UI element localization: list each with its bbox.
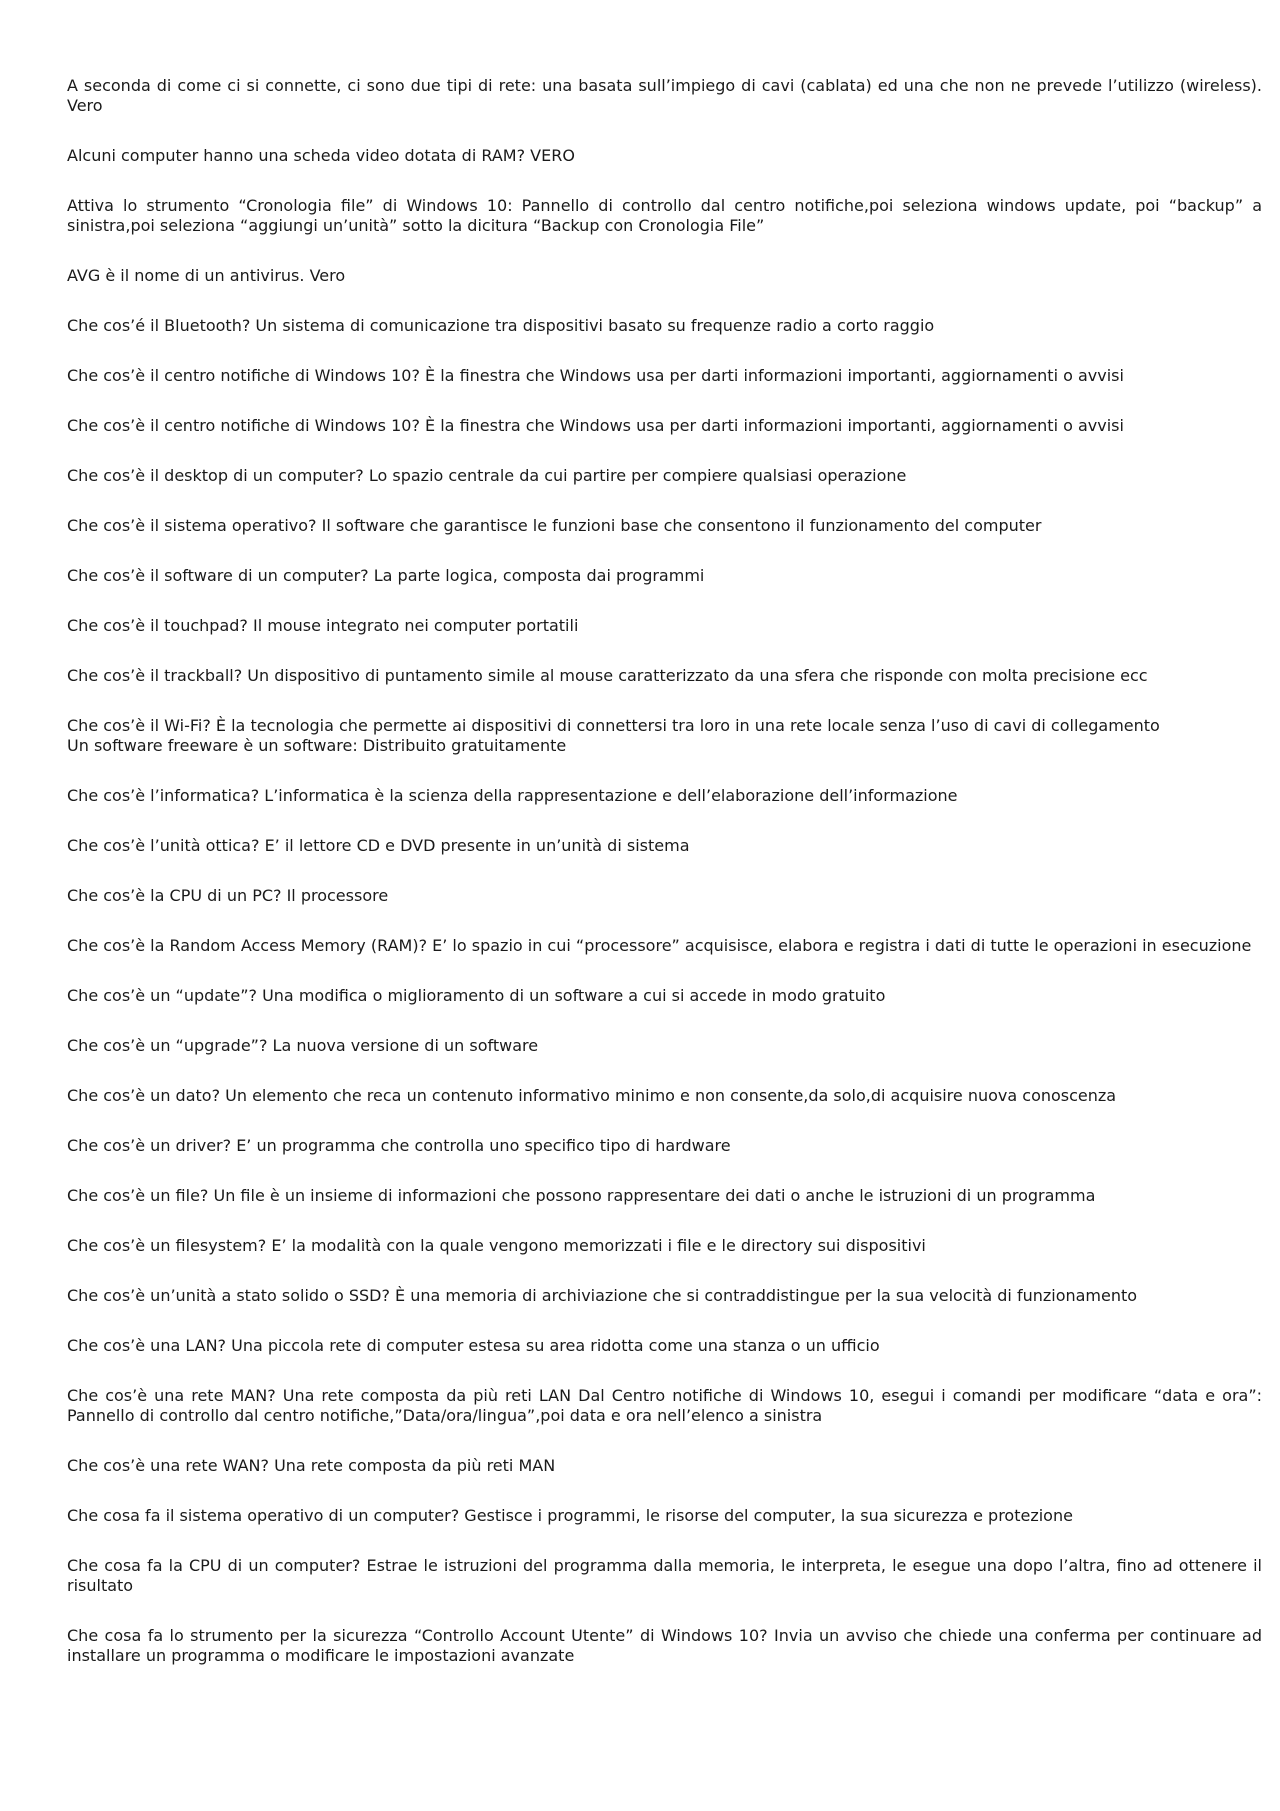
question-answer-entry [67,1036,1262,1056]
entry-text: Che cos’è una LAN? Una piccola rete di computer estesa su area ridotta come una stanza o un ufficio [67,1336,880,1355]
question-answer-entry [67,316,1262,336]
entry-text: Che cos’è il centro notifiche di Windows 10? È la finestra che Windows usa per darti informazioni importanti, aggiornamenti o avvisi [67,366,1124,385]
entry-text: Che cos’è un dato? Un elemento che reca un contenuto informativo minimo e non consente,da solo,di acquisire nuova conoscenza [67,1086,1117,1105]
question-answer-entry [67,1286,1262,1306]
entry-text: AVG è il nome di un antivirus. Vero [67,266,346,285]
question-answer-entry [67,616,1262,636]
entry-text: A seconda di come ci si connette, ci sono due tipi di rete: una basata sull’impiego di cavi (cablata) ed una che non ne prevede l’utilizzo (wireless). Vero [67,76,1262,115]
question-answer-entry [67,1336,1262,1356]
question-answer-entry [67,936,1262,956]
entry-text: Che cos’è il software di un computer? La parte logica, composta dai programmi [67,566,705,585]
question-answer-entry [67,1456,1262,1476]
question-answer-entry [67,1086,1262,1106]
question-answer-entry [67,1556,1262,1596]
entry-text: Che cos’è l’informatica? L’informatica è la scienza della rappresentazione e dell’elaborazione dell’informazione [67,786,958,805]
entry-text: Che cosa fa la CPU di un computer? Estrae le istruzioni del programma dalla memoria, le interpreta, le esegue una dopo l’altra, fino ad ottenere il risultato [67,1556,1262,1595]
question-answer-entry [67,366,1262,386]
question-answer-entry [67,986,1262,1006]
entry-text: Che cos’è un’unità a stato solido o SSD? È una memoria di archiviazione che si contraddistingue per la sua velocità di funzionamento [67,1286,1138,1305]
question-answer-entry [67,466,1262,486]
entry-text: Che cosa fa il sistema operativo di un computer? Gestisce i programmi, le risorse del computer, la sua sicurezza e protezione [67,1506,1073,1525]
question-answer-entry [67,716,1262,756]
entry-text: Che cos’è un “update”? Una modifica o miglioramento di un software a cui si accede in modo gratuito [67,986,886,1005]
entry-text: Che cos’è la Random Access Memory (RAM)? E’ lo spazio in cui “processore” acquisisce, elabora e registra i dati di tutte le operazioni in esecuzione [67,936,1252,955]
entry-text: Alcuni computer hanno una scheda video dotata di RAM? VERO [67,146,575,165]
entry-text: Che cos’è il Wi-Fi? È la tecnologia che permette ai dispositivi di connettersi tra loro in una rete locale senza l’uso di cavi di collegamento [67,716,1160,735]
entry-text: Che cos’è un file? Un file è un insieme di informazioni che possono rappresentare dei dati o anche le istruzioni di un programma [67,1186,1096,1205]
entry-text: Che cos’è una rete MAN? Una rete composta da più reti LAN Dal Centro notifiche di Windows 10, esegui i comandi per modificare “data e ora”: Pannello di controllo dal centro notifiche,”Data/ora/lingua”,poi data e ora nell’elenco a sinistra [67,1386,1262,1425]
question-answer-entry [67,196,1262,236]
question-answer-entry [67,1506,1262,1526]
entry-text: Attiva lo strumento “Cronologia file” di Windows 10: Pannello di controllo dal centro notifiche,poi seleziona windows update, poi “backup” a sinistra,poi seleziona “aggiungi un’unità” sotto la dicitura “Backup con Cronologia File” [67,196,1262,235]
question-answer-entry [67,1186,1262,1206]
question-answer-entry [67,416,1262,436]
question-answer-entry [67,786,1262,806]
entry-text: Che cos’è l’unità ottica? E’ il lettore CD e DVD presente in un’unità di sistema [67,836,690,855]
document-page [67,76,1262,1696]
entry-text: Che cos’è un driver? E’ un programma che controlla uno specifico tipo di hardware [67,1136,731,1155]
entry-text: Un software freeware è un software: Distribuito gratuitamente [67,736,567,755]
question-answer-entry [67,516,1262,536]
entry-text: Che cos’è il touchpad? Il mouse integrato nei computer portatili [67,616,579,635]
question-answer-entry [67,836,1262,856]
question-answer-entry [67,76,1262,116]
question-answer-entry [67,146,1262,166]
entry-text: Che cos’è la CPU di un PC? Il processore [67,886,389,905]
question-answer-entry [67,1626,1262,1666]
question-answer-entry [67,566,1262,586]
entry-text: Che cos’è il trackball? Un dispositivo di puntamento simile al mouse caratterizzato da una sfera che risponde con molta precisione ecc [67,666,1148,685]
entry-text: Che cos’è una rete WAN? Una rete composta da più reti MAN [67,1456,556,1475]
entry-text: Che cos’é il Bluetooth? Un sistema di comunicazione tra dispositivi basato su frequenze radio a corto raggio [67,316,935,335]
entry-text: Che cosa fa lo strumento per la sicurezza “Controllo Account Utente” di Windows 10? Invia un avviso che chiede una conferma per continuare ad installare un programma o modificare le impostazioni avanzate [67,1626,1262,1665]
question-answer-entry [67,1386,1262,1426]
question-answer-entry [67,1236,1262,1256]
question-answer-entry [67,266,1262,286]
entry-text: Che cos’è il sistema operativo? Il software che garantisce le funzioni base che consentono il funzionamento del computer [67,516,1042,535]
question-answer-entry [67,666,1262,686]
entry-text: Che cos’è un “upgrade”? La nuova versione di un software [67,1036,539,1055]
question-answer-entry [67,886,1262,906]
entry-text: Che cos’è il centro notifiche di Windows 10? È la finestra che Windows usa per darti informazioni importanti, aggiornamenti o avvisi [67,416,1124,435]
question-answer-entry [67,1136,1262,1156]
entry-text: Che cos’è il desktop di un computer? Lo spazio centrale da cui partire per compiere qualsiasi operazione [67,466,907,485]
entry-text: Che cos’è un filesystem? E’ la modalità con la quale vengono memorizzati i file e le directory sui dispositivi [67,1236,926,1255]
